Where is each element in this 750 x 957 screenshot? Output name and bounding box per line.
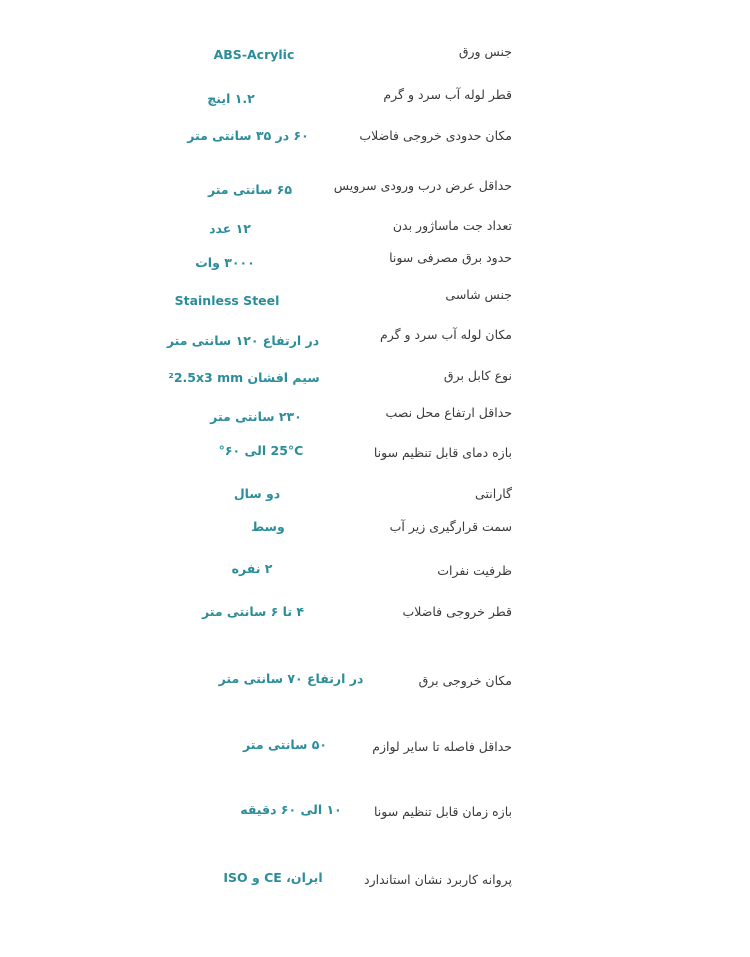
spec-label: مکان حدودی خروجی فاضلاب	[359, 128, 512, 143]
spec-row	[0, 178, 750, 208]
spec-value: دو سال	[233, 486, 281, 501]
spec-row	[0, 44, 750, 74]
spec-row	[0, 128, 750, 158]
spec-value: ۱.۲ اینچ	[207, 91, 255, 106]
spec-value: 25°C الی ۶۰°	[218, 443, 304, 458]
spec-label: بازه دمای قابل تنظیم سونا	[373, 445, 512, 460]
spec-row	[0, 287, 750, 317]
spec-value: ۳۰۰۰ وات	[195, 255, 255, 270]
spec-value: سیم افشان ²2.5x3 mm	[168, 370, 320, 385]
spec-value: ۶۵ سانتی متر	[207, 182, 292, 197]
spec-row	[0, 486, 750, 516]
spec-value: ۵۰ سانتی متر	[242, 737, 327, 752]
spec-row	[0, 804, 750, 834]
spec-label: سمت قرارگیری زیر آب	[389, 519, 512, 534]
spec-value: ۱۲ عدد	[209, 221, 251, 236]
spec-label: بازه زمان قابل تنظیم سونا	[373, 804, 512, 819]
spec-value: ۴ تا ۶ سانتی متر	[201, 604, 305, 619]
spec-label: حداقل فاصله تا سایر لوازم	[372, 739, 512, 754]
spec-label: جنس ورق	[458, 44, 512, 59]
spec-row	[0, 445, 750, 475]
spec-value: وسط	[251, 519, 285, 534]
spec-label: جنس شاسی	[445, 287, 512, 302]
spec-value: ABS-Acrylic	[213, 47, 295, 62]
spec-value: Stainless Steel	[174, 293, 280, 308]
spec-value: ۲۳۰ سانتی متر	[210, 409, 302, 424]
spec-row	[0, 739, 750, 769]
spec-row	[0, 87, 750, 117]
spec-label: مکان لوله آب سرد و گرم	[379, 327, 512, 342]
spec-row	[0, 368, 750, 398]
spec-value: ۲ نفره	[231, 561, 273, 576]
spec-label: قطر لوله آب سرد و گرم	[383, 87, 512, 102]
spec-row	[0, 218, 750, 248]
spec-label: نوع کابل برق	[443, 368, 512, 383]
spec-row	[0, 405, 750, 435]
spec-row	[0, 563, 750, 593]
spec-row	[0, 604, 750, 634]
spec-value: ۱۰ الی ۶۰ دقیقه	[240, 802, 342, 817]
spec-value: در ارتفاع ۱۲۰ سانتی متر	[166, 333, 320, 348]
spec-label: حدود برق مصرفی سونا	[389, 250, 512, 265]
spec-row	[0, 673, 750, 703]
spec-value: ایران، CE و ISO	[223, 870, 323, 885]
spec-value: در ارتفاع ۷۰ سانتی متر	[218, 671, 364, 686]
spec-row	[0, 872, 750, 902]
spec-label: گارانتی	[475, 486, 512, 501]
spec-label: ظرفیت نفرات	[437, 563, 512, 578]
spec-row	[0, 519, 750, 549]
spec-label: تعداد جت ماساژور بدن	[392, 218, 512, 233]
spec-label: پروانه کاربرد نشان استاندارد	[364, 872, 512, 887]
spec-label: حداقل عرض درب ورودی سرویس	[333, 178, 512, 193]
spec-label: حداقل ارتفاع محل نصب	[385, 405, 512, 420]
spec-label: قطر خروجی فاضلاب	[402, 604, 512, 619]
spec-row	[0, 327, 750, 357]
spec-row	[0, 250, 750, 280]
spec-label: مکان خروجی برق	[418, 673, 512, 688]
spec-value: ۶۰ در ۳۵ سانتی متر	[187, 128, 309, 143]
